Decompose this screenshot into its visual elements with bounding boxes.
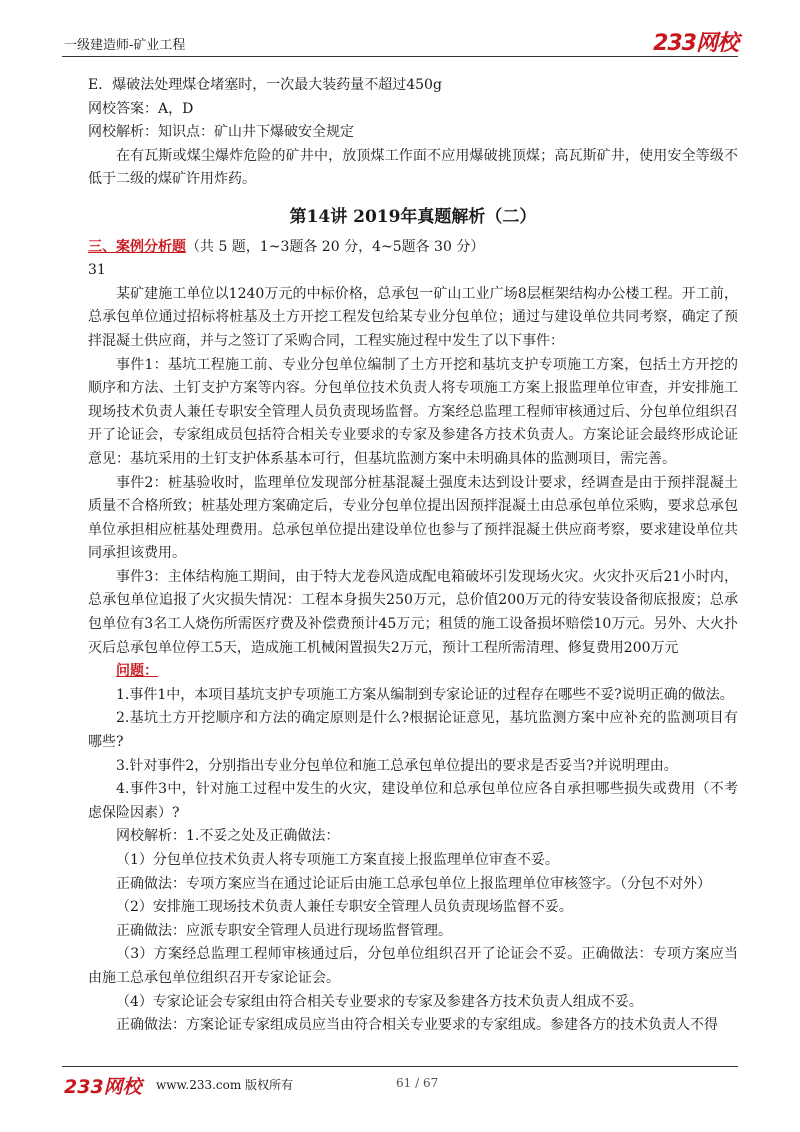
answer-line: （1）分包单位技术负责人将专项施工方案直接上报监理单位审查不妥。 [116, 852, 559, 868]
questions-label: 问题： [116, 663, 158, 680]
event-3: 事件3：主体结构施工期间，由于特大龙卷风造成配电箱破坏引发现场火灾。火灾扑灭后21小时内，总承包单位追报了火灾损失情况：工程本身损失250万元，总价值200万元的待安装设备彻底报废；总承包单位有3名工人烧伤所需医疗费及补偿费预计45万元；租赁的施工设备损坏赔偿10万元。另外、大火扑灭后总承包单位停工5天，造成施工机械闲置损失2万元，预计工程所需清理、修复费用200万元 [88, 568, 738, 656]
option-e: E．爆破法处理煤仓堵塞时，一次最大装药量不超过450g [88, 77, 442, 93]
answer-line: （3）方案经总监理工程师审核通过后，分包单位组织召开了论证会不妥。正确做法：专项方案应当由施工总承包单位组织召开专家论证会。 [88, 946, 738, 986]
page-header [62, 26, 738, 56]
case-intro: 某矿建施工单位以1240万元的中标价格，总承包一矿山工业广场8层框架结构办公楼工程。开工前，总承包单位通过招标将桩基及土方开挖工程发包给某专业分包单位；通过与建设单位共同考察，确定了预拌混凝土供应商，并与之签订了采购合同，工程实施过程中发生了以下事件： [88, 285, 738, 349]
answer-line: 正确做法：方案论证专家组成员应当由符合相关专业要求的专家组成。参建各方的技术负责人不得 [116, 1017, 718, 1034]
questions-heading [88, 660, 738, 684]
header-title: 一级建造师-矿业工程 [64, 38, 186, 53]
page-footer [62, 1072, 738, 1096]
section-note: （共 5 题，1~3题各 20 分，4~5题各 30 分） [186, 238, 485, 255]
answer-line: 网校答案：A，D [88, 100, 194, 117]
question-1: 1.事件1中，本项目基坑支护专项施工方案从编制到专家论证的过程存在哪些不妥?说明正确的做法。 [116, 686, 734, 703]
footer-logo[interactable]: 233网校 [64, 1076, 142, 1098]
answer-line: 正确做法：专项方案应当在通过论证后由施工总承包单位上报监理单位审核签字。（分包不对外） [116, 875, 711, 892]
section-heading [88, 236, 738, 260]
lecture-title: 第14讲 2019年真题解析（二） [289, 206, 537, 227]
page-number: 61 / 67 [396, 1076, 439, 1090]
answer-line: 网校解析：1.不妥之处及正确做法： [116, 828, 340, 845]
footer-divider [62, 1066, 738, 1067]
brand-logo[interactable]: 233网校 [653, 31, 738, 56]
section-label: 三、案例分析题 [88, 238, 186, 255]
answer-line: （2）安排施工现场技术负责人兼任专职安全管理人员负责现场监督不妥。 [116, 899, 573, 916]
question-3: 3.针对事件2，分别指出专业分包单位和施工总承包单位提出的要求是否妥当?并说明理由。 [116, 757, 678, 774]
answer-line: （4）专家论证会专家组由符合相关专业要求的专家及参建各方技术负责人组成不妥。 [116, 993, 643, 1010]
footer-copyright: www.233.com 版权所有 [156, 1078, 294, 1092]
question-4: 4.事件3中，针对施工过程中发生的火灾，建设单位和总承包单位应各自承担哪些损失或费用（不考虑保险因素）? [88, 781, 738, 821]
question-2: 2.基坑土方开挖顺序和方法的确定原则是什么?根据论证意见，基坑监测方案中应补充的监测项目有哪些? [88, 710, 738, 751]
question-number: 31 [88, 262, 106, 279]
header-divider [62, 56, 738, 57]
event-2: 事件2：桩基验收时，监理单位发现部分桩基混凝土强度未达到设计要求，经调查是由于预拌混凝土质量不合格所致；桩基处理方案确定后，专业分包单位提出因预拌混凝土由总承包单位采购，要求总承包单位承担相应桩基处理费用。总承包单位提出建设单位也参与了预拌混凝土供应商考察，要求建设单位共同承担该费用。 [88, 474, 738, 562]
answer-line: 正确做法：应派专职安全管理人员进行现场监督管理。 [116, 922, 452, 939]
document-body [88, 74, 738, 1038]
analysis-text: 在有瓦斯或煤尘爆炸危险的矿井中，放顶煤工作面不应用爆破挑顶煤；高瓦斯矿井，使用安全等级不低于二级的煤矿许用炸药。 [88, 147, 738, 188]
event-1: 事件1：基坑工程施工前、专业分包单位编制了土方开挖和基坑支护专项施工方案，包括土方开挖的顺序和方法、土钉支护方案等内容。分包单位技术负责人将专项施工方案上报监理单位审查，并安排施工现场技术负责人兼任专职安全管理人员负责现场监督。方案经总监理工程师审核通过后、分包单位组织召开了论证会，专家组成员包括符合相关专业要求的专家及参建各方技术负责人。方案论证会最终形成论证意见：基坑采用的土钉支护体系基本可行，但基坑监测方案中未明确具体的监测项目，需完善。 [88, 356, 738, 467]
analysis-line: 网校解析：知识点：矿山井下爆破安全规定 [88, 124, 354, 141]
